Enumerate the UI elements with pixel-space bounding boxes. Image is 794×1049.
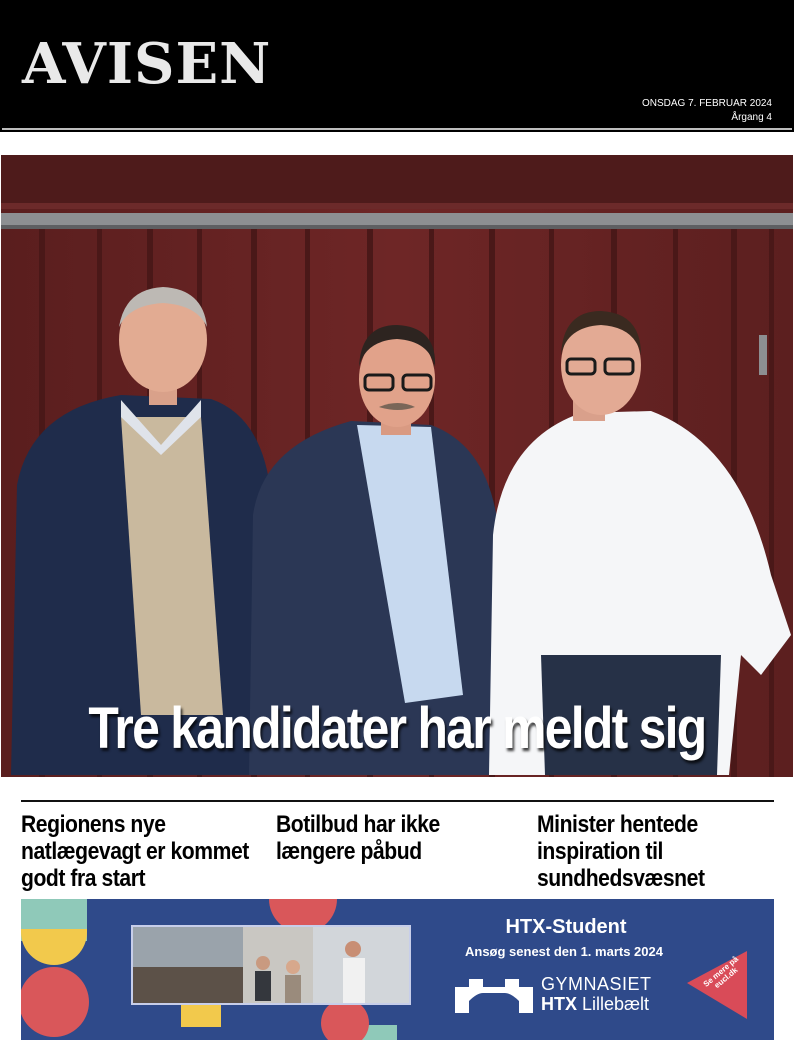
issue-volume: Årgang 4 (731, 112, 772, 123)
ad-deadline: Ansøg senest den 1. marts 2024 (465, 944, 663, 959)
masthead-rule (2, 128, 792, 130)
decor-shape (21, 929, 87, 965)
ad-cta-link[interactable]: Se mere på eucl.dk (701, 954, 741, 991)
ad-brand-htx: HTX (541, 994, 577, 1014)
teaser-headline-1[interactable]: Regionens nye natlægevagt er kommet godt fra start (21, 811, 249, 892)
ad-brand-name: GYMNASIET (541, 974, 652, 994)
ad-banner[interactable] (21, 899, 774, 1040)
section-divider (21, 800, 774, 802)
ad-brand-location: Lillebælt (577, 994, 650, 1014)
issue-date: ONSDAG 7. FEBRUAR 2024 (641, 98, 772, 109)
ad-photo-students (131, 925, 411, 1005)
ad-title: HTX-Student (505, 916, 627, 938)
decor-shape (321, 999, 369, 1040)
photo-illustration (1, 155, 793, 777)
gymnasiet-logo-icon (453, 977, 535, 1015)
lead-headline[interactable]: Tre kandidater har meldt sig (88, 696, 706, 761)
lead-story-photo[interactable] (1, 155, 793, 777)
newspaper-logo[interactable]: AVISEN (22, 31, 272, 97)
teaser-headline-2[interactable]: Botilbud har ikke længere påbud (276, 811, 440, 865)
ad-brand-subname (541, 995, 649, 1013)
masthead (0, 0, 794, 132)
decor-shape (21, 967, 89, 1037)
students-photo-illustration (133, 927, 409, 1003)
teaser-headline-3[interactable]: Minister hentede inspiration til sundhedsvæsnet (537, 811, 705, 892)
